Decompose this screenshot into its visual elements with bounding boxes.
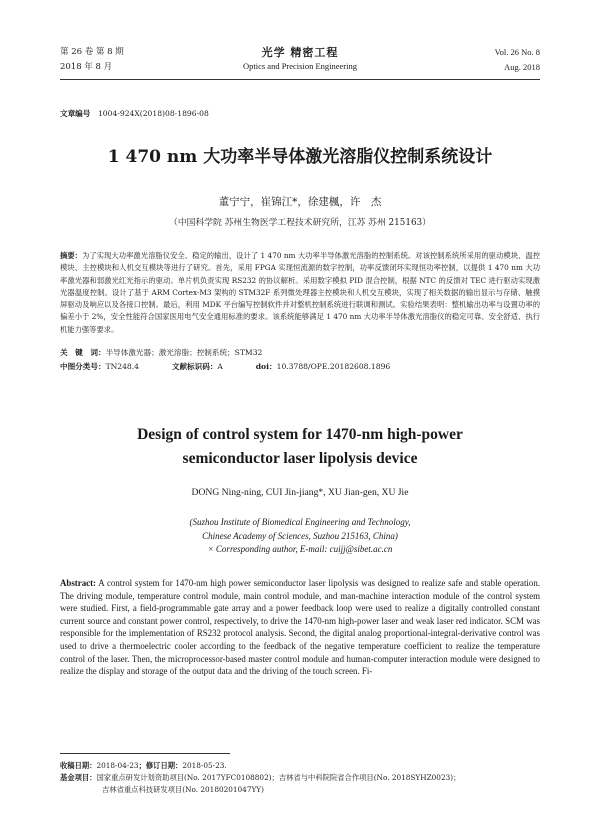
affiliation-en: [0, 516, 600, 557]
revised-value: 2018-05-23.: [182, 761, 227, 770]
fund-line-1: [60, 772, 540, 784]
classification-line: [60, 361, 540, 373]
received-date-line: [60, 760, 540, 772]
footnote: [60, 760, 540, 796]
clc-value: TN248.4: [105, 362, 140, 371]
article-number-value: 1004-924X(2018)08-1896-08: [97, 109, 209, 118]
abstract-en: [60, 577, 540, 678]
abstract-en-label: Abstract:: [60, 578, 96, 588]
received-label: 收稿日期：: [60, 761, 97, 770]
affiliation-en-line-1: (Suzhou Institute of Biomedical Engineering and Technology,: [189, 517, 411, 527]
issue-number-cn: 第 26 卷 第 8 期: [60, 47, 124, 57]
keywords-cn-label: 关 键 词：: [60, 348, 106, 357]
affiliation-en-line-2: Chinese Academy of Sciences, Suzhou 215163, China): [202, 530, 398, 541]
abstract-en-text: A control system for 1470-nm high power semiconductor laser lipolysis was designed to realize safe and stable operation. The driving module, temperature control module, main control module, and man-machine interaction module of the control system were studied. First, a field-programmable gate array and a power feedback loop were used to realize a digitally controlled constant current source and constant power control, respectively, to drive the 1470-nm high-power laser and weak laser red indicator. SCM was responsible for the implementation of RS232 protocol analysis. Second, the digital analog proportional-integral-derivative control was used to drive a thermoelectric cooler according to the feedback of the negative temperature coefficient to realize the temperature control of the laser. Then, the microprocessor-based master control module and human-computer interaction module were designed to realize the display and storage of the output data and the driving of the touch screen. Fi-: [60, 578, 540, 677]
article-number-label: 文章编号: [60, 109, 91, 118]
header-rule: [60, 79, 540, 80]
fund-label: 基金项目：: [60, 773, 97, 782]
doc-code-label: 文献标识码：: [171, 362, 218, 371]
clc-label: 中图分类号：: [60, 362, 106, 371]
keywords-cn: [60, 347, 262, 359]
authors-en: DONG Ning-ning, CUI Jin-jiang*, XU Jian-gen, XU Jie: [191, 487, 409, 498]
received-value: 2018-04-23: [96, 761, 139, 770]
fund-text-1: 国家重点研发计划资助项目(No. 2017YFC0108802)；吉林省与中科院院省合作项目(No. 2018SYHZ0023)；: [96, 773, 461, 782]
title-en-line-1: Design of control system for 1470-nm high-power: [137, 426, 463, 443]
volume-en: Vol. 26 No. 8: [494, 47, 540, 57]
date-en: Aug. 2018: [504, 62, 540, 72]
footnote-rule: [60, 753, 230, 754]
doi-label: doi：: [255, 362, 277, 371]
journal-name-cn: 光学 精密工程: [261, 46, 339, 59]
article-number: [60, 108, 209, 120]
affiliation-cn: （中国科学院 苏州生物医学工程技术研究所，江苏 苏州 215163）: [169, 218, 431, 228]
fund-line-2: 吉林省重点科技研发项目(No. 20180201047YY): [102, 785, 264, 794]
authors-cn: 董宁宁，崔锦江*，徐建楓，许 杰: [218, 196, 382, 208]
title-cn: 1 470 nm 大功率半导体激光溶脂仪控制系统设计: [107, 147, 493, 167]
title-en: [0, 423, 600, 471]
doc-code-value: A: [217, 362, 223, 371]
abstract-cn-label: 摘要：: [60, 251, 83, 260]
abstract-cn: [60, 250, 540, 336]
issue-date-cn: 2018 年 8 月: [60, 62, 113, 72]
keywords-cn-text: 半导体激光器；激光溶脂；控制系统；STM32: [105, 348, 263, 357]
revised-label: ；修订日期：: [138, 761, 183, 770]
corresponding-author: × Corresponding author, E-mail: cuijj@sibet.ac.cn: [207, 544, 393, 554]
title-en-line-2: semiconductor laser lipolysis device: [182, 450, 418, 467]
journal-name-en: Optics and Precision Engineering: [242, 61, 357, 71]
abstract-cn-text: 为了实现大功率激光溶脂仪安全、稳定的输出，设计了 1 470 nm 大功率半导体激光溶脂的控制系统。对该控制系统所采用的驱动模块、温控模块、主控模块和人机交互模块等进行了研究。首先，采用 FPGA 实现恒流源的数字控制，功率反馈闭环实现恒功率控制，以提供 1 470 nm 大功率激光器和弱激光红光指示的驱动。单片机负责实现 RS232 的协议解析。采用数字模拟 PID 混合控制，根据 NTC 的反馈对 TEC 进行驱动实现激光器温度控制。设计了基于 ARM Cortex-M3 架构的 STM32F 系列微处理器主控模块和人机交互模块，实现了相关数据的输出显示与存储、触摸屏驱动及响应以及各接口控制。最后，利用 MDK 平台编写控制软件并对整机控制系统进行联调和测试。实验结果表明：整机输出功率与设置功率的偏差小于 2%，安全性能符合国家医用电气安全通用标准的要求。该系统能够满足 1 470 nm 大功率半导体激光溶脂仪的稳定可靠、安全舒适、执行机能力强等要求。: [60, 251, 541, 334]
doi-value: 10.3788/OPE.20182608.1896: [276, 362, 391, 371]
